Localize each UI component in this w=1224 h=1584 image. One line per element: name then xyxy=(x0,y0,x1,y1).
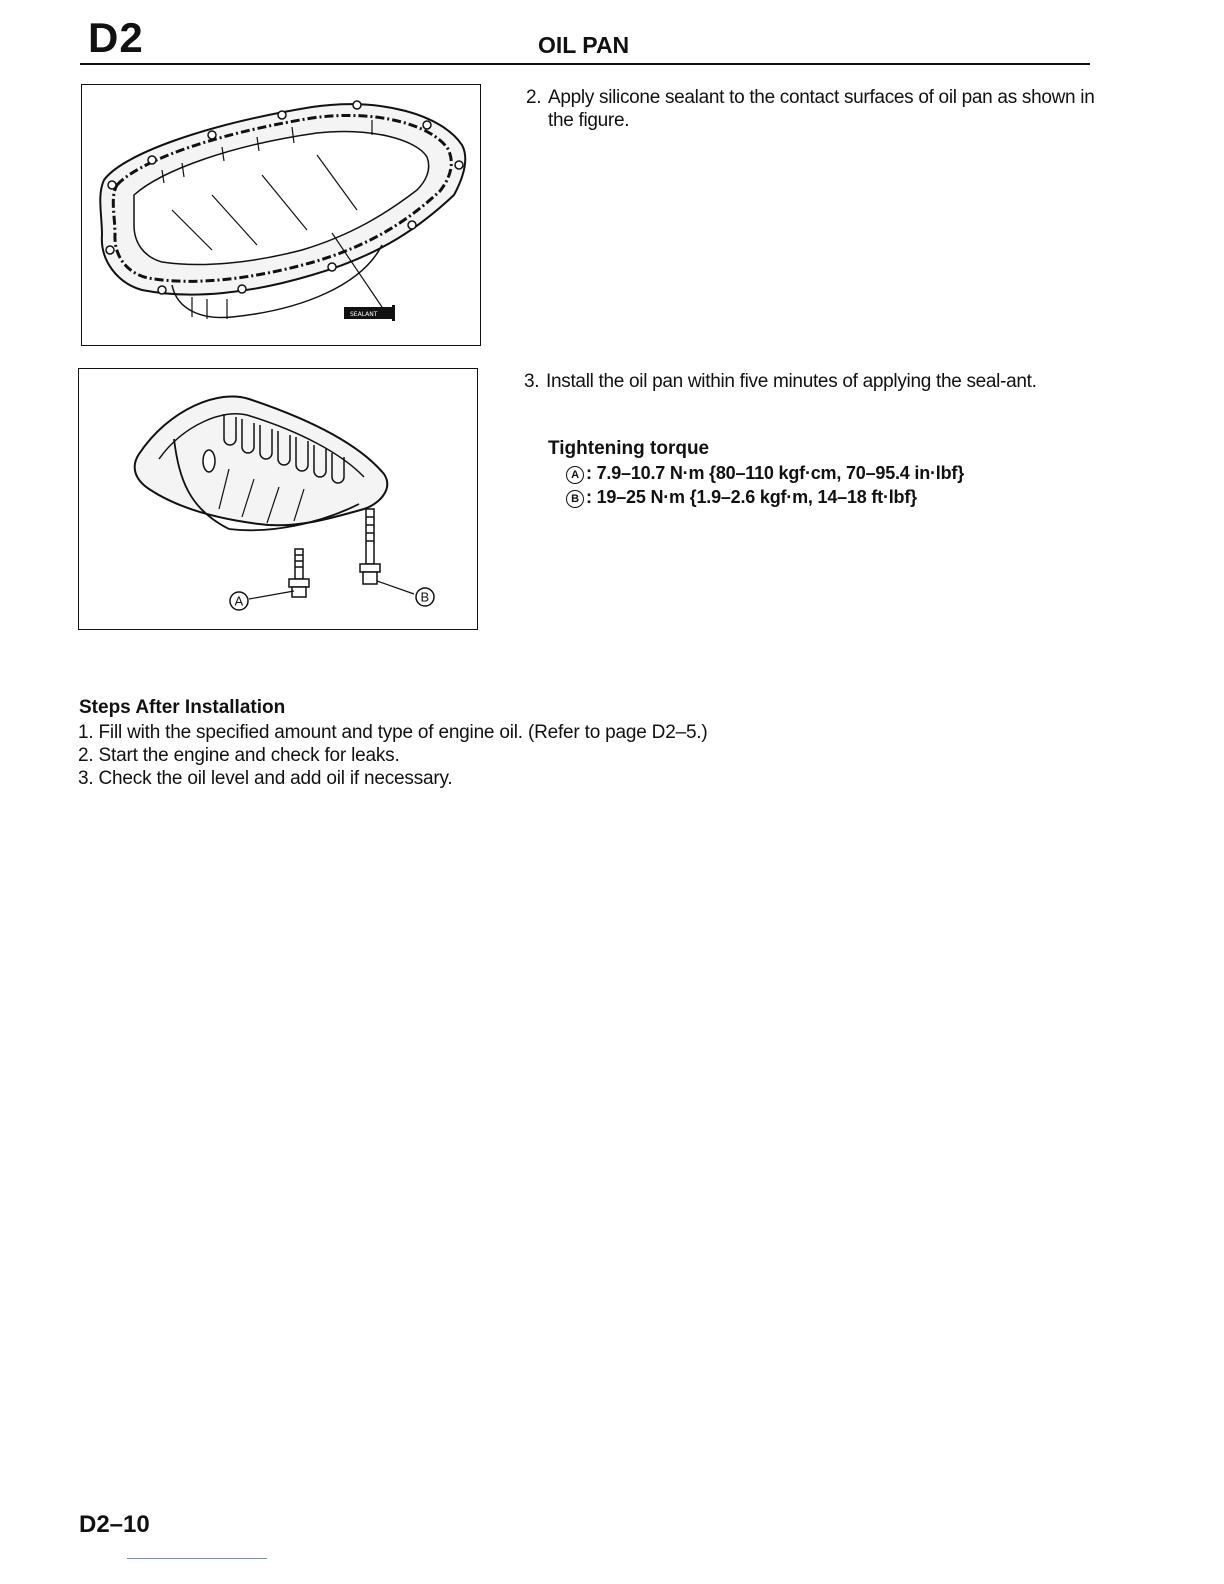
page-title: OIL PAN xyxy=(538,32,630,58)
section-code: D2 xyxy=(88,14,144,61)
torque-title: Tightening torque xyxy=(548,438,710,459)
oil-pan-sealant-illustration xyxy=(82,85,480,345)
torque-symbol-a: A xyxy=(566,466,584,484)
step-3 xyxy=(524,370,1094,393)
step-3-text: Install the oil pan within five minutes of applying the seal-ant. xyxy=(546,371,1037,392)
step-2-text: Apply silicone sealant to the contact surfaces of oil pan as shown in the figure. xyxy=(548,87,1095,131)
figure-oil-pan-sealant xyxy=(81,84,481,346)
footer-line xyxy=(127,1558,267,1559)
header-rule xyxy=(80,63,1090,65)
list-item: 1. Fill with the specified amount and type of engine oil. (Refer to page D2–5.) xyxy=(78,722,708,743)
oil-pan-install-illustration xyxy=(79,369,477,629)
torque-spec-a xyxy=(566,463,964,484)
bolt-b xyxy=(360,509,380,584)
bolt-a xyxy=(289,549,309,597)
torque-value-b: : 19–25 N·m {1.9–2.6 kgf·m, 14–18 ft·lbf} xyxy=(586,487,917,507)
figure-oil-pan-install xyxy=(78,368,478,630)
callout-b xyxy=(416,588,434,606)
callout-a xyxy=(230,592,248,610)
steps-after-installation-list xyxy=(78,721,708,790)
list-item: 3. Check the oil level and add oil if necessary. xyxy=(78,768,453,789)
torque-symbol-b: B xyxy=(566,490,584,508)
step-2-number: 2. xyxy=(526,87,542,108)
svg-text:B: B xyxy=(420,589,430,605)
steps-after-installation-heading: Steps After Installation xyxy=(79,697,286,718)
torque-value-a: : 7.9–10.7 N·m {80–110 kgf·cm, 70–95.4 in·lbf} xyxy=(586,463,965,483)
list-item: 2. Start the engine and check for leaks. xyxy=(78,745,400,766)
svg-text:A: A xyxy=(234,593,244,609)
page-number: D2–10 xyxy=(79,1511,150,1538)
sealant-tag xyxy=(344,305,395,321)
sealant-label: SEALANT xyxy=(350,311,378,318)
step-3-number: 3. xyxy=(524,371,540,392)
step-2 xyxy=(526,86,1096,132)
torque-spec-b xyxy=(566,487,917,508)
